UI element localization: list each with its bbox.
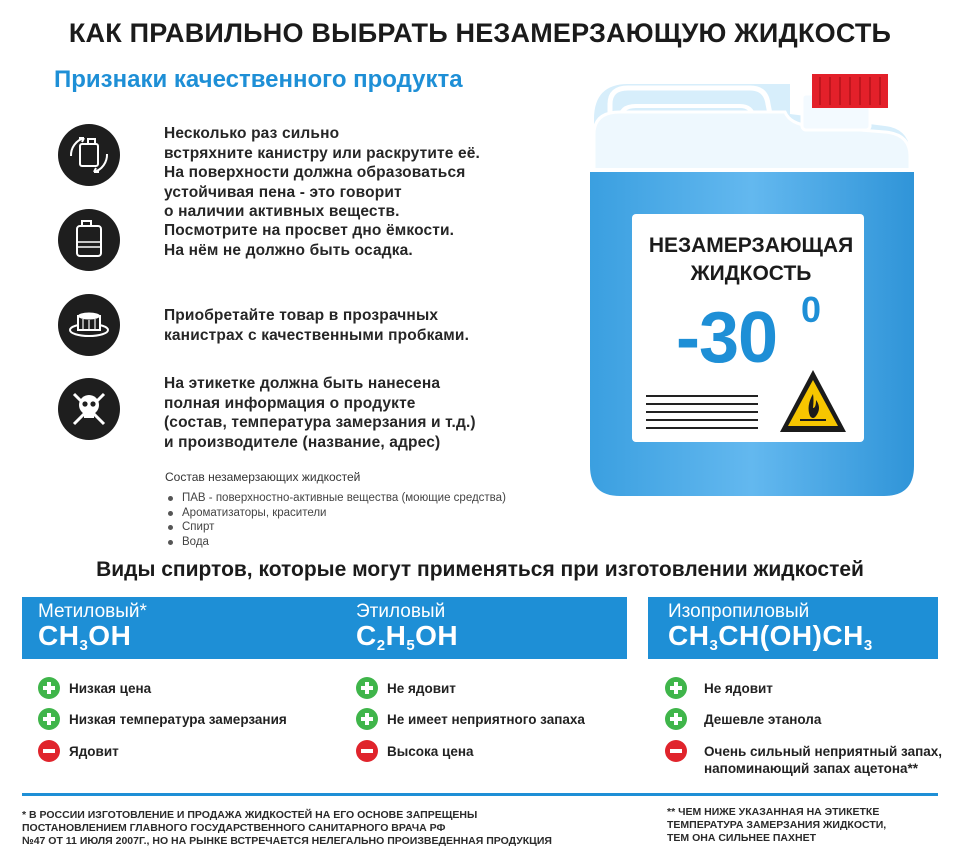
feature-text: Низкая температура замерзания [69,712,287,727]
feature-text: Не ядовит [704,681,773,696]
alcohol-name: Этиловый [356,601,446,622]
feature-text: Дешевле этанола [704,712,822,727]
minus-icon [38,740,60,762]
feature-text: Не ядовит [387,681,456,696]
feature-text: Ядовит [69,744,119,759]
list-item: ПАВ - поверхностно-активные вещества (моющие средства) [168,491,506,506]
divider [22,793,938,796]
tip-text: Посмотрите на просвет дно ёмкости. На нём не должно быть осадка. [164,222,455,259]
list-item: Спирт [168,520,506,535]
footnote-odor: ** ЧЕМ НИЖЕ УКАЗАННАЯ НА ЭТИКЕТКЕ ТЕМПЕРАТУРА ЗАМЕРЗАНИЯ ЖИДКОСТИ, ТЕМ ОНА СИЛЬНЕЕ ПАХНЕТ [667,806,887,844]
composition-title: Состав незамерзающих жидкостей [165,470,361,484]
skull-crossbones-icon [58,378,120,440]
list-item: Вода [168,535,506,550]
tip-text: На этикетке должна быть нанесена полная информация о продукте (состав, температура замерзания и т.д.) и производителе (название, адрес) [164,375,476,451]
feature-text: Высока цена [387,744,474,759]
page-title: КАК ПРАВИЛЬНО ВЫБРАТЬ НЕЗАМЕРЗАЮЩУЮ ЖИДКОСТЬ [68,18,892,48]
plus-icon [356,708,378,730]
canister-label-title: НЕЗАМЕРЗАЮЩАЯ ЖИДКОСТЬ [648,234,854,285]
list-item: Ароматизаторы, красители [168,506,506,521]
chemical-formula: $CH_3OH$ [38,620,132,654]
alcohol-name: Изопропиловый [668,601,810,622]
tip-packaging [58,306,528,376]
section-subtitle: Признаки качественного продукта [54,66,463,93]
chemical-formula: $C_2H_5OH$ [356,620,459,654]
minus-icon [665,740,687,762]
tip-text: Приобретайте товар в прозрачных канистрах с качественными пробками. [164,307,470,344]
feature-text: Не имеет неприятного запаха [387,712,585,727]
degree-sign: 0 [801,289,822,330]
feature-text: Низкая цена [69,681,152,696]
plus-icon [356,677,378,699]
plus-icon [665,677,687,699]
tip-sediment [58,221,528,291]
shake-canister-icon [58,124,120,186]
plus-icon [38,708,60,730]
chemical-formula: $CH_3CH(OH)CH_3$ [668,620,873,654]
canister-illustration [580,74,925,504]
tip-shake [58,124,528,220]
methyl-card [22,597,342,659]
minus-icon [356,740,378,762]
plus-icon [38,677,60,699]
bottle-cap-icon [58,294,120,356]
plus-icon [665,708,687,730]
alcohol-name: Метиловый* [38,601,147,622]
composition-list [168,491,506,549]
tip-label-info [58,374,528,451]
alcohol-types-title: Виды спиртов, которые могут применяться при изготовлении жидкостей [96,558,864,581]
feature-text: Очень сильный неприятный запах, напоминающий запах ацетона** [704,744,943,776]
canister-bottom-icon [58,209,120,271]
freezing-temperature: -30 [676,298,778,378]
tip-text: Несколько раз сильно встряхните канистру или раскрутите её. На поверхности должна образоваться устойчивая пена - это говорит о наличии активных веществ. [164,125,480,220]
footnote-methyl: * В РОССИИ ИЗГОТОВЛЕНИЕ И ПРОДАЖА ЖИДКОСТЕЙ НА ЕГО ОСНОВЕ ЗАПРЕЩЕНЫ ПОСТАНОВЛЕНИЕМ ГЛАВНОГО ГОСУДАРСТВЕННОГО САНИТАРНОГО ВРАЧА РФ №47 ОТ 11 ИЮЛЯ 2007Г., НО НА РЫНКЕ ВСТРЕЧАЕТСЯ НЕЛЕГАЛЬНО ПРОИЗВЕДЕННАЯ ПРОДУКЦИЯ [22,809,552,847]
ethyl-card [340,597,627,659]
isopropyl-card [648,597,938,659]
